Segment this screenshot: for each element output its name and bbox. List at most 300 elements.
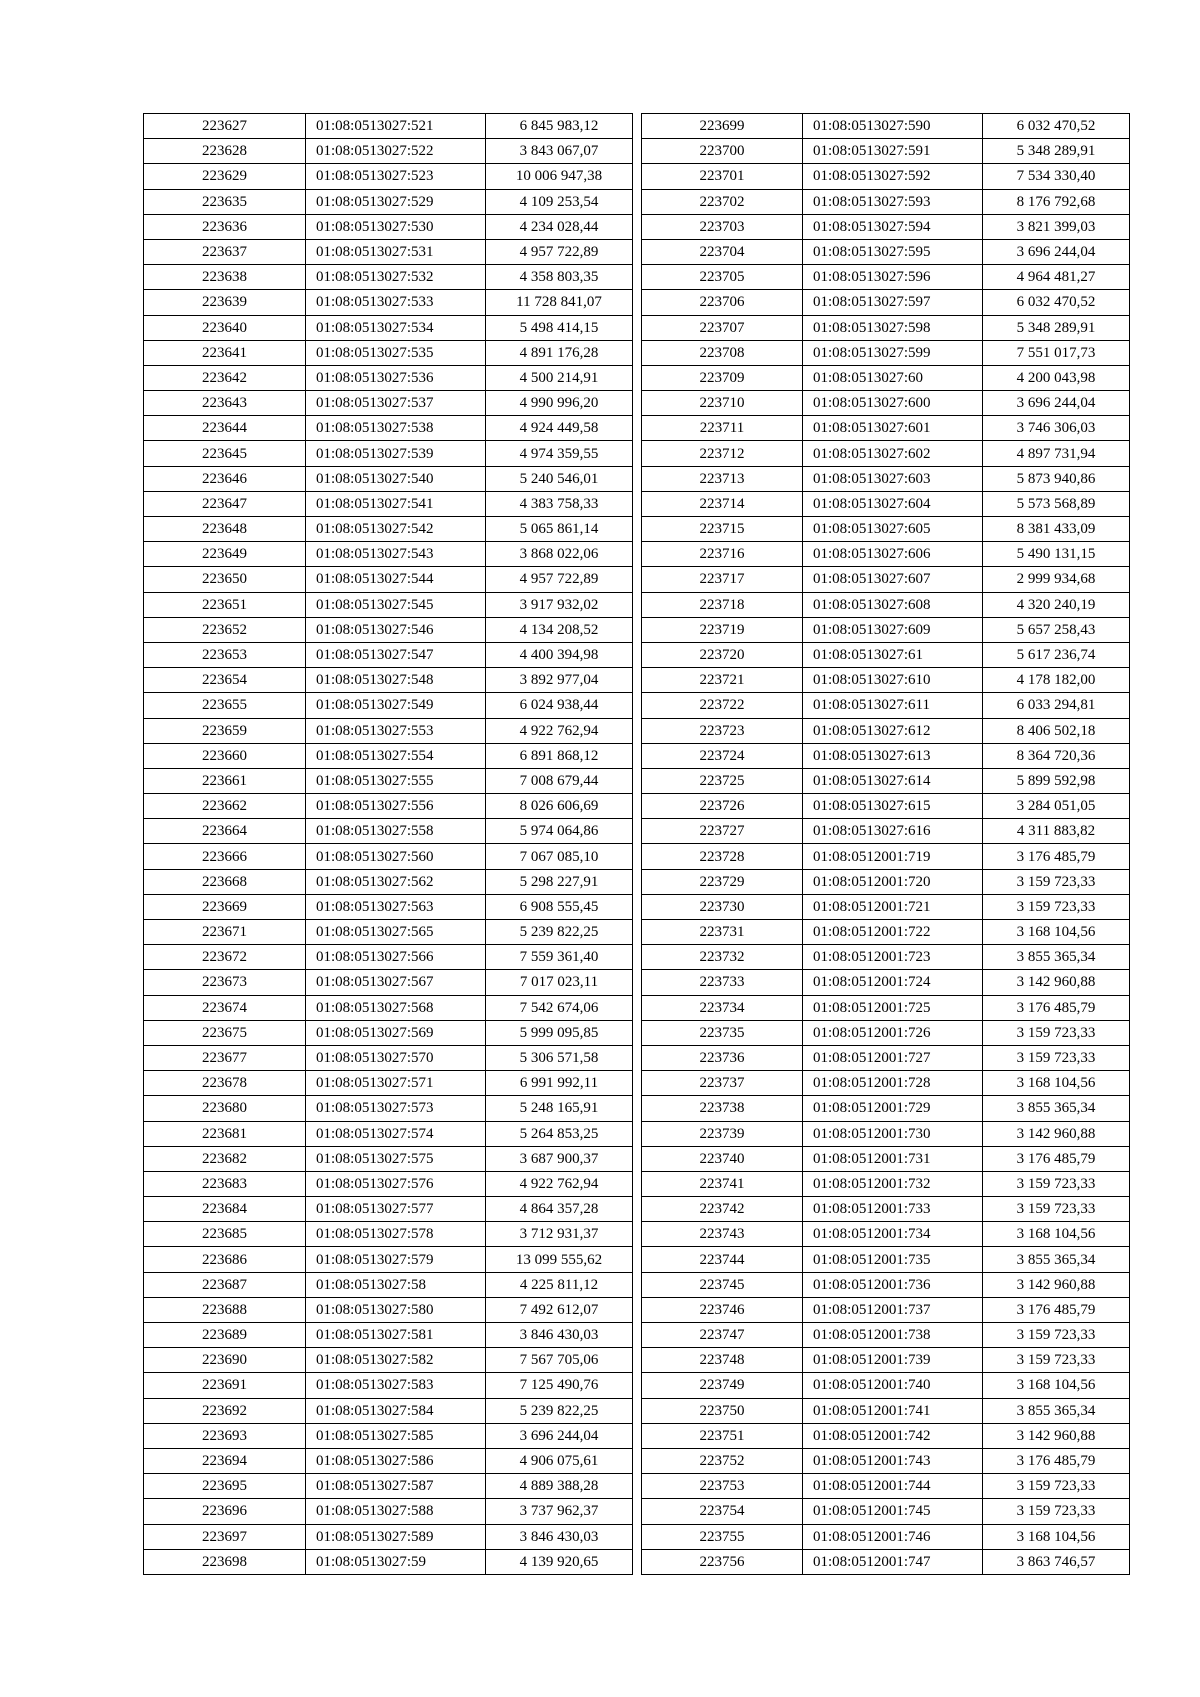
cadastral-number-cell: 01:08:0513027:611 <box>803 693 983 718</box>
cadastral-number-cell: 01:08:0513027:541 <box>306 491 486 516</box>
value-cell: 4 225 811,12 <box>486 1272 633 1297</box>
id-cell: 223728 <box>642 844 803 869</box>
cadastral-number-cell: 01:08:0513027:603 <box>803 466 983 491</box>
value-cell: 3 159 723,33 <box>983 1197 1130 1222</box>
value-cell: 7 534 330,40 <box>983 164 1130 189</box>
cadastral-number-cell: 01:08:0513027:614 <box>803 768 983 793</box>
id-cell: 223699 <box>642 114 803 139</box>
table-row <box>144 1222 633 1247</box>
value-cell: 3 176 485,79 <box>983 995 1130 1020</box>
id-cell: 223683 <box>144 1171 306 1196</box>
value-cell: 3 142 960,88 <box>983 970 1130 995</box>
table-row <box>144 1171 633 1196</box>
id-cell: 223705 <box>642 265 803 290</box>
value-cell: 5 490 131,15 <box>983 542 1130 567</box>
table-row <box>642 239 1130 264</box>
cadastral-number-cell: 01:08:0513027:544 <box>306 567 486 592</box>
cadastral-number-cell: 01:08:0513027:602 <box>803 441 983 466</box>
id-cell: 223704 <box>642 239 803 264</box>
table-row <box>144 844 633 869</box>
id-cell: 223750 <box>642 1398 803 1423</box>
id-cell: 223645 <box>144 441 306 466</box>
cadastral-number-cell: 01:08:0512001:741 <box>803 1398 983 1423</box>
cadastral-number-cell: 01:08:0513027:522 <box>306 139 486 164</box>
cadastral-number-cell: 01:08:0513027:592 <box>803 164 983 189</box>
cadastral-number-cell: 01:08:0513027:568 <box>306 995 486 1020</box>
table-row <box>642 1373 1130 1398</box>
id-cell: 223706 <box>642 290 803 315</box>
table-row <box>144 1247 633 1272</box>
table-row <box>642 1448 1130 1473</box>
value-cell: 4 234 028,44 <box>486 214 633 239</box>
id-cell: 223700 <box>642 139 803 164</box>
table-row <box>144 214 633 239</box>
value-cell: 3 176 485,79 <box>983 844 1130 869</box>
cadastral-number-cell: 01:08:0512001:744 <box>803 1474 983 1499</box>
table-row <box>144 1524 633 1549</box>
table-row <box>642 1146 1130 1171</box>
cadastral-number-cell: 01:08:0513027:600 <box>803 391 983 416</box>
table-row <box>642 542 1130 567</box>
table-row <box>144 794 633 819</box>
cadastral-number-cell: 01:08:0513027:60 <box>803 365 983 390</box>
cadastral-number-cell: 01:08:0513027:577 <box>306 1197 486 1222</box>
table-row <box>144 265 633 290</box>
id-cell: 223755 <box>642 1524 803 1549</box>
table-row <box>144 642 633 667</box>
cadastral-number-cell: 01:08:0513027:59 <box>306 1549 486 1574</box>
id-cell: 223636 <box>144 214 306 239</box>
table-row <box>144 819 633 844</box>
value-cell: 3 168 104,56 <box>983 1524 1130 1549</box>
value-cell: 3 687 900,37 <box>486 1146 633 1171</box>
cadastral-number-cell: 01:08:0513027:581 <box>306 1323 486 1348</box>
cadastral-number-cell: 01:08:0513027:565 <box>306 920 486 945</box>
value-cell: 2 999 934,68 <box>983 567 1130 592</box>
id-cell: 223651 <box>144 592 306 617</box>
id-cell: 223725 <box>642 768 803 793</box>
id-cell: 223709 <box>642 365 803 390</box>
id-cell: 223639 <box>144 290 306 315</box>
value-cell: 5 657 258,43 <box>983 617 1130 642</box>
value-cell: 7 551 017,73 <box>983 340 1130 365</box>
table-row <box>144 1499 633 1524</box>
id-cell: 223684 <box>144 1197 306 1222</box>
id-cell: 223660 <box>144 743 306 768</box>
cadastral-number-cell: 01:08:0512001:738 <box>803 1323 983 1348</box>
id-cell: 223644 <box>144 416 306 441</box>
value-cell: 3 159 723,33 <box>983 1323 1130 1348</box>
cadastral-number-cell: 01:08:0513027:582 <box>306 1348 486 1373</box>
table-row <box>144 668 633 693</box>
id-cell: 223677 <box>144 1045 306 1070</box>
cadastral-number-cell: 01:08:0513027:615 <box>803 794 983 819</box>
cadastral-number-cell: 01:08:0512001:737 <box>803 1297 983 1322</box>
table-row <box>642 718 1130 743</box>
cadastral-number-cell: 01:08:0513027:553 <box>306 718 486 743</box>
table-body <box>144 114 633 1575</box>
value-cell: 3 696 244,04 <box>983 391 1130 416</box>
value-cell: 8 406 502,18 <box>983 718 1130 743</box>
table-row <box>144 945 633 970</box>
id-cell: 223749 <box>642 1373 803 1398</box>
id-cell: 223727 <box>642 819 803 844</box>
cadastral-number-cell: 01:08:0513027:594 <box>803 214 983 239</box>
value-cell: 5 239 822,25 <box>486 1398 633 1423</box>
table-row <box>642 844 1130 869</box>
id-cell: 223642 <box>144 365 306 390</box>
value-cell: 3 855 365,34 <box>983 1398 1130 1423</box>
id-cell: 223673 <box>144 970 306 995</box>
id-cell: 223686 <box>144 1247 306 1272</box>
cadastral-number-cell: 01:08:0513027:534 <box>306 315 486 340</box>
id-cell: 223646 <box>144 466 306 491</box>
value-cell: 6 032 470,52 <box>983 114 1130 139</box>
id-cell: 223649 <box>144 542 306 567</box>
value-cell: 5 239 822,25 <box>486 920 633 945</box>
value-cell: 3 159 723,33 <box>983 1045 1130 1070</box>
cadastral-number-cell: 01:08:0513027:542 <box>306 517 486 542</box>
table-row <box>144 617 633 642</box>
cadastral-number-cell: 01:08:0513027:578 <box>306 1222 486 1247</box>
id-cell: 223659 <box>144 718 306 743</box>
table-row <box>144 718 633 743</box>
id-cell: 223643 <box>144 391 306 416</box>
id-cell: 223732 <box>642 945 803 970</box>
value-cell: 5 240 546,01 <box>486 466 633 491</box>
table-row <box>144 1020 633 1045</box>
id-cell: 223738 <box>642 1096 803 1121</box>
value-cell: 5 065 861,14 <box>486 517 633 542</box>
id-cell: 223731 <box>642 920 803 945</box>
id-cell: 223716 <box>642 542 803 567</box>
id-cell: 223640 <box>144 315 306 340</box>
table-row <box>642 214 1130 239</box>
value-cell: 8 364 720,36 <box>983 743 1130 768</box>
cadastral-number-cell: 01:08:0513027:590 <box>803 114 983 139</box>
id-cell: 223652 <box>144 617 306 642</box>
table-row <box>144 1323 633 1348</box>
cadastral-number-cell: 01:08:0513027:58 <box>306 1272 486 1297</box>
table-row <box>144 743 633 768</box>
cadastral-number-cell: 01:08:0513027:543 <box>306 542 486 567</box>
cadastral-number-cell: 01:08:0512001:726 <box>803 1020 983 1045</box>
cadastral-number-cell: 01:08:0513027:523 <box>306 164 486 189</box>
table-row <box>642 416 1130 441</box>
cadastral-number-cell: 01:08:0512001:745 <box>803 1499 983 1524</box>
table-row <box>642 1171 1130 1196</box>
cadastral-number-cell: 01:08:0513027:566 <box>306 945 486 970</box>
table-row <box>144 1146 633 1171</box>
id-cell: 223756 <box>642 1549 803 1574</box>
id-cell: 223707 <box>642 315 803 340</box>
id-cell: 223692 <box>144 1398 306 1423</box>
value-cell: 3 821 399,03 <box>983 214 1130 239</box>
cadastral-number-cell: 01:08:0513027:569 <box>306 1020 486 1045</box>
id-cell: 223736 <box>642 1045 803 1070</box>
value-cell: 8 381 433,09 <box>983 517 1130 542</box>
id-cell: 223637 <box>144 239 306 264</box>
id-cell: 223753 <box>642 1474 803 1499</box>
id-cell: 223719 <box>642 617 803 642</box>
cadastral-number-cell: 01:08:0512001:723 <box>803 945 983 970</box>
id-cell: 223682 <box>144 1146 306 1171</box>
id-cell: 223743 <box>642 1222 803 1247</box>
value-cell: 4 500 214,91 <box>486 365 633 390</box>
table-row <box>144 567 633 592</box>
table-row <box>144 869 633 894</box>
table-row <box>144 1474 633 1499</box>
cadastral-number-cell: 01:08:0512001:728 <box>803 1071 983 1096</box>
cadastral-number-cell: 01:08:0512001:731 <box>803 1146 983 1171</box>
id-cell: 223641 <box>144 340 306 365</box>
value-cell: 3 159 723,33 <box>983 869 1130 894</box>
cadastral-number-cell: 01:08:0512001:722 <box>803 920 983 945</box>
cadastral-number-cell: 01:08:0513027:537 <box>306 391 486 416</box>
table-row <box>642 1323 1130 1348</box>
table-row <box>144 1373 633 1398</box>
value-cell: 8 176 792,68 <box>983 189 1130 214</box>
table-row <box>144 466 633 491</box>
table-row <box>642 517 1130 542</box>
table-row <box>642 1197 1130 1222</box>
cadastral-number-cell: 01:08:0513027:554 <box>306 743 486 768</box>
cadastral-number-cell: 01:08:0512001:740 <box>803 1373 983 1398</box>
id-cell: 223715 <box>642 517 803 542</box>
cadastral-number-cell: 01:08:0512001:734 <box>803 1222 983 1247</box>
id-cell: 223629 <box>144 164 306 189</box>
id-cell: 223681 <box>144 1121 306 1146</box>
id-cell: 223717 <box>642 567 803 592</box>
table-row <box>642 1499 1130 1524</box>
table-row <box>642 315 1130 340</box>
table-row <box>642 920 1130 945</box>
cadastral-number-cell: 01:08:0513027:609 <box>803 617 983 642</box>
table-row <box>642 592 1130 617</box>
cadastral-number-cell: 01:08:0513027:61 <box>803 642 983 667</box>
cadastral-number-cell: 01:08:0513027:549 <box>306 693 486 718</box>
table-row <box>144 517 633 542</box>
cadastral-number-cell: 01:08:0513027:584 <box>306 1398 486 1423</box>
table-row <box>642 794 1130 819</box>
value-cell: 3 855 365,34 <box>983 945 1130 970</box>
cadastral-number-cell: 01:08:0513027:596 <box>803 265 983 290</box>
value-cell: 13 099 555,62 <box>486 1247 633 1272</box>
value-cell: 4 974 359,55 <box>486 441 633 466</box>
table-row <box>642 1096 1130 1121</box>
value-cell: 3 846 430,03 <box>486 1323 633 1348</box>
cadastral-number-cell: 01:08:0513027:580 <box>306 1297 486 1322</box>
table-row <box>144 391 633 416</box>
table-row <box>144 1398 633 1423</box>
cadastral-number-cell: 01:08:0513027:586 <box>306 1448 486 1473</box>
value-cell: 3 176 485,79 <box>983 1448 1130 1473</box>
cadastral-number-cell: 01:08:0513027:560 <box>306 844 486 869</box>
cadastral-number-cell: 01:08:0513027:588 <box>306 1499 486 1524</box>
value-cell: 3 696 244,04 <box>983 239 1130 264</box>
id-cell: 223733 <box>642 970 803 995</box>
id-cell: 223751 <box>642 1423 803 1448</box>
table-row <box>642 1348 1130 1373</box>
cadastral-number-cell: 01:08:0513027:597 <box>803 290 983 315</box>
cadastral-number-cell: 01:08:0513027:531 <box>306 239 486 264</box>
table-row <box>642 1398 1130 1423</box>
table-row <box>642 567 1130 592</box>
cadastral-number-cell: 01:08:0513027:532 <box>306 265 486 290</box>
id-cell: 223674 <box>144 995 306 1020</box>
table-row <box>144 1272 633 1297</box>
table-row <box>642 114 1130 139</box>
value-cell: 3 159 723,33 <box>983 1020 1130 1045</box>
id-cell: 223734 <box>642 995 803 1020</box>
value-cell: 3 746 306,03 <box>983 416 1130 441</box>
value-cell: 5 298 227,91 <box>486 869 633 894</box>
cadastral-number-cell: 01:08:0512001:735 <box>803 1247 983 1272</box>
id-cell: 223694 <box>144 1448 306 1473</box>
id-cell: 223724 <box>642 743 803 768</box>
id-cell: 223739 <box>642 1121 803 1146</box>
id-cell: 223666 <box>144 844 306 869</box>
cadastral-number-cell: 01:08:0513027:574 <box>306 1121 486 1146</box>
id-cell: 223647 <box>144 491 306 516</box>
table-row <box>642 1524 1130 1549</box>
id-cell: 223702 <box>642 189 803 214</box>
table-row <box>642 642 1130 667</box>
value-cell: 4 311 883,82 <box>983 819 1130 844</box>
cadastral-number-cell: 01:08:0513027:540 <box>306 466 486 491</box>
table-row <box>642 491 1130 516</box>
id-cell: 223695 <box>144 1474 306 1499</box>
value-cell: 4 134 208,52 <box>486 617 633 642</box>
value-cell: 6 033 294,81 <box>983 693 1130 718</box>
id-cell: 223654 <box>144 668 306 693</box>
value-cell: 3 176 485,79 <box>983 1146 1130 1171</box>
table-row <box>642 869 1130 894</box>
cadastral-number-cell: 01:08:0513027:587 <box>306 1474 486 1499</box>
id-cell: 223703 <box>642 214 803 239</box>
id-cell: 223737 <box>642 1071 803 1096</box>
id-cell: 223723 <box>642 718 803 743</box>
cadastral-number-cell: 01:08:0513027:546 <box>306 617 486 642</box>
table-row <box>144 340 633 365</box>
table-row <box>144 995 633 1020</box>
id-cell: 223664 <box>144 819 306 844</box>
value-cell: 6 024 938,44 <box>486 693 633 718</box>
value-cell: 5 617 236,74 <box>983 642 1130 667</box>
cadastral-number-cell: 01:08:0513027:567 <box>306 970 486 995</box>
cadastral-number-cell: 01:08:0512001:721 <box>803 894 983 919</box>
value-cell: 3 284 051,05 <box>983 794 1130 819</box>
property-table-left <box>143 113 633 1575</box>
value-cell: 3 142 960,88 <box>983 1272 1130 1297</box>
value-cell: 6 032 470,52 <box>983 290 1130 315</box>
cadastral-number-cell: 01:08:0513027:530 <box>306 214 486 239</box>
id-cell: 223661 <box>144 768 306 793</box>
cadastral-number-cell: 01:08:0513027:573 <box>306 1096 486 1121</box>
value-cell: 3 176 485,79 <box>983 1297 1130 1322</box>
value-cell: 3 863 746,57 <box>983 1549 1130 1574</box>
id-cell: 223747 <box>642 1323 803 1348</box>
value-cell: 5 306 571,58 <box>486 1045 633 1070</box>
value-cell: 7 067 085,10 <box>486 844 633 869</box>
id-cell: 223735 <box>642 1020 803 1045</box>
id-cell: 223721 <box>642 668 803 693</box>
cadastral-number-cell: 01:08:0512001:746 <box>803 1524 983 1549</box>
table-row <box>144 1045 633 1070</box>
value-cell: 6 991 992,11 <box>486 1071 633 1096</box>
value-cell: 4 864 357,28 <box>486 1197 633 1222</box>
table-row <box>642 1474 1130 1499</box>
value-cell: 3 159 723,33 <box>983 894 1130 919</box>
value-cell: 6 891 868,12 <box>486 743 633 768</box>
cadastral-number-cell: 01:08:0513027:539 <box>306 441 486 466</box>
value-cell: 4 990 996,20 <box>486 391 633 416</box>
table-row <box>144 970 633 995</box>
cadastral-number-cell: 01:08:0513027:576 <box>306 1171 486 1196</box>
cadastral-number-cell: 01:08:0513027:585 <box>306 1423 486 1448</box>
value-cell: 3 855 365,34 <box>983 1247 1130 1272</box>
value-cell: 3 846 430,03 <box>486 1524 633 1549</box>
table-row <box>642 441 1130 466</box>
value-cell: 3 168 104,56 <box>983 1373 1130 1398</box>
id-cell: 223653 <box>144 642 306 667</box>
cadastral-number-cell: 01:08:0513027:599 <box>803 340 983 365</box>
cadastral-number-cell: 01:08:0513027:571 <box>306 1071 486 1096</box>
id-cell: 223746 <box>642 1297 803 1322</box>
cadastral-number-cell: 01:08:0512001:743 <box>803 1448 983 1473</box>
id-cell: 223638 <box>144 265 306 290</box>
table-row <box>144 441 633 466</box>
cadastral-number-cell: 01:08:0513027:555 <box>306 768 486 793</box>
value-cell: 4 922 762,94 <box>486 1171 633 1196</box>
cadastral-number-cell: 01:08:0513027:547 <box>306 642 486 667</box>
id-cell: 223740 <box>642 1146 803 1171</box>
cadastral-number-cell: 01:08:0512001:727 <box>803 1045 983 1070</box>
value-cell: 4 383 758,33 <box>486 491 633 516</box>
table-row <box>144 164 633 189</box>
cadastral-number-cell: 01:08:0513027:529 <box>306 189 486 214</box>
table-row <box>144 315 633 340</box>
id-cell: 223710 <box>642 391 803 416</box>
value-cell: 3 159 723,33 <box>983 1474 1130 1499</box>
table-row <box>642 1121 1130 1146</box>
id-cell: 223711 <box>642 416 803 441</box>
table-row <box>642 1423 1130 1448</box>
cadastral-number-cell: 01:08:0513027:535 <box>306 340 486 365</box>
cadastral-number-cell: 01:08:0513027:545 <box>306 592 486 617</box>
table-row <box>144 189 633 214</box>
value-cell: 3 159 723,33 <box>983 1348 1130 1373</box>
table-row <box>642 768 1130 793</box>
table-row <box>642 1071 1130 1096</box>
value-cell: 7 567 705,06 <box>486 1348 633 1373</box>
value-cell: 3 917 932,02 <box>486 592 633 617</box>
table-row <box>144 1423 633 1448</box>
table-row <box>144 416 633 441</box>
id-cell: 223730 <box>642 894 803 919</box>
value-cell: 4 906 075,61 <box>486 1448 633 1473</box>
value-cell: 3 142 960,88 <box>983 1121 1130 1146</box>
id-cell: 223745 <box>642 1272 803 1297</box>
table-row <box>144 239 633 264</box>
cadastral-number-cell: 01:08:0512001:739 <box>803 1348 983 1373</box>
value-cell: 3 855 365,34 <box>983 1096 1130 1121</box>
id-cell: 223669 <box>144 894 306 919</box>
value-cell: 5 873 940,86 <box>983 466 1130 491</box>
id-cell: 223675 <box>144 1020 306 1045</box>
id-cell: 223713 <box>642 466 803 491</box>
id-cell: 223714 <box>642 491 803 516</box>
